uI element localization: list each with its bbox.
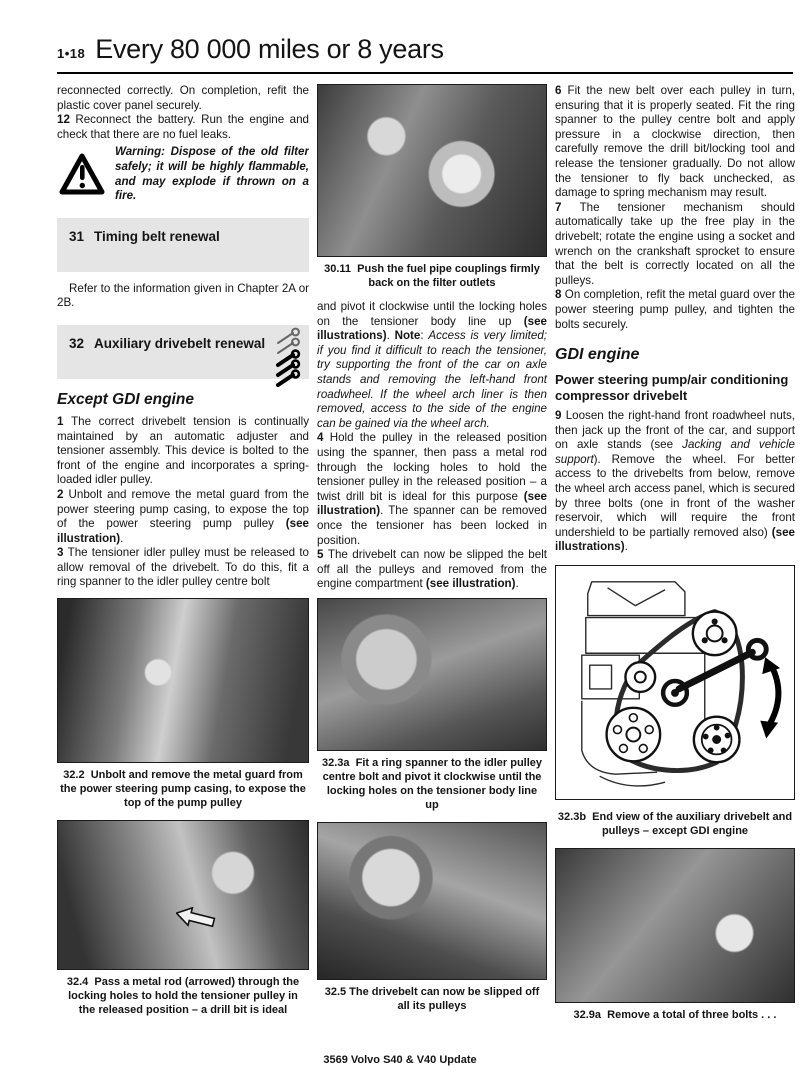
- caption-32-4: 32.4 Pass a metal rod (arrowed) through the locking holes to hold the tensioner pulley in the released position – a drill bit is ideal: [66, 976, 300, 1017]
- paragraph-refer-chapter: Refer to the information given in Chapter 2A or 2B.: [57, 281, 309, 310]
- paragraph-step-9: 9 Loosen the right-hand front roadwheel nuts, then jack up the front of the car, and support on axle stands (see Jacking and vehicle support). Remove the wheel. For better access to the drivebelts from below, remove the wheel arch access panel, which is secured by three bolts (one in front of the washer reservoir, which will require the front undershield to be partially removed also) (see illustrations).: [555, 409, 796, 554]
- section-31-title: Timing belt renewal: [94, 228, 220, 244]
- section-31-box: [57, 218, 309, 272]
- heading-gdi-engine: GDI engine: [555, 346, 640, 364]
- paragraph-step-12: 12 Reconnect the battery. Run the engine and check that there are no fuel leaks.: [57, 113, 309, 141]
- page-number: 1•18: [57, 46, 86, 61]
- paragraph-step-8: 8 On completion, refit the metal guard over the power steering pump pulley, and tighten the bolts securely.: [555, 288, 796, 331]
- photo-30-11-fuel-filter: [317, 84, 547, 257]
- paragraph-step-4: 4 Hold the pulley in the released position using the spanner, then pass a metal rod through the locking holes to hold the tensioner pulley in the released position – a twist drill bit is ideal for this purpose (see illustration). The spanner can be removed once the tensioner has been locked in position.: [317, 431, 548, 547]
- paragraph-step-2: 2 Unbolt and remove the metal guard from the power steering pump casing, to expose the top of the power steering pump pulley (see illustration).: [57, 487, 309, 545]
- page-footer: [0, 1054, 800, 1066]
- content-columns: [0, 74, 800, 1032]
- difficulty-spanners-icon: [271, 327, 305, 387]
- arrow-annotation-icon: [176, 907, 216, 929]
- paragraph-step-1: 1 The correct drivebelt tension is continually maintained by an automatic adjuster and tensioner assembly. This device is bolted to the front of the engine and incorporates a spring-loaded idler pulley.: [57, 414, 309, 487]
- caption-32-3b: 32.3b End view of the auxiliary drivebelt and pulleys – except GDI engine: [557, 811, 793, 838]
- middle-column: [317, 84, 547, 1032]
- illustration-32-3b-drivebelt-diagram: [555, 565, 795, 800]
- paragraph-step-3: 3 The tensioner idler pulley must be released to allow removal of the drivebelt. To do this, fit a ring spanner to the idler pulley centre bolt: [57, 546, 309, 589]
- caption-32-5: 32.5 The drivebelt can now be slipped off all its pulleys: [324, 985, 540, 1012]
- caption-32-3a: 32.3a Fit a ring spanner to the idler pulley centre bolt and pivot it clockwise until the locking holes on the tensioner body line up: [321, 756, 543, 811]
- right-column: [555, 84, 795, 1032]
- paragraph-refit-cover: reconnected correctly. On completion, refit the plastic cover panel securely.: [57, 84, 309, 112]
- photo-32-4-metal-rod: [57, 820, 309, 970]
- rotation-arrow: [760, 657, 780, 738]
- section-31-number: 31: [69, 228, 85, 244]
- section-32-number: 32: [69, 335, 85, 351]
- caption-32-2: 32.2 Unbolt and remove the metal guard from the power steering pump casing, to expose the top of the pump pulley: [60, 769, 306, 810]
- section-32-box: [57, 325, 309, 379]
- warning-text: Warning: Dispose of the old filter safely; it will be highly flammable, and may explode if thrown on a fire.: [115, 145, 309, 203]
- left-column: [57, 84, 309, 1032]
- page-header: [0, 0, 800, 74]
- warning-box: [57, 145, 309, 203]
- photo-32-9a-remove-bolts: [555, 848, 795, 1003]
- photo-32-5-drivebelt-removal: [317, 822, 547, 980]
- page-title: Every 80 000 miles or 8 years: [95, 34, 444, 64]
- heading-ps-compressor-drivebelt: Power steering pump/air conditioning compressor drivebelt: [555, 372, 789, 403]
- paragraph-step-7: 7 The tensioner mechanism should automatically take up the free play in the drivebelt; rotate the engine using a socket and wrench on the crankshaft sprocket to ensure that the belt is correctly located on all the pulleys.: [555, 200, 795, 287]
- photo-32-3a-ring-spanner: [317, 598, 547, 751]
- caption-32-9a: 32.9a Remove a total of three bolts . . .: [573, 1009, 777, 1022]
- paragraph-step-5: 5 The drivebelt can now be slipped the belt off all the pulleys and removed from the engine compartment (see illustration).: [317, 548, 547, 591]
- warning-triangle-icon: [59, 153, 105, 195]
- paragraph-step-3-continued: and pivot it clockwise until the locking holes on the tensioner body line up (see illustrations). Note: Access is very limited; if you find it difficult to reach the tensioner, try supporting the front of the car on axle stands and removing the left-hand front roadwheel. If the wheel arch liner is then removed, access to the side of the engine can be gained via the wheel arch.: [317, 300, 548, 430]
- caption-30-11: 30.11 Push the fuel pipe couplings firmly back on the filter outlets: [324, 263, 540, 289]
- heading-except-gdi: Except GDI engine: [57, 390, 194, 408]
- paragraph-step-6: 6 Fit the new belt over each pulley in turn, ensuring that it is properly seated. Fit the ring spanner to the pulley centre bolt and apply pressure in a clockwise direction, then carefully remove the drill bit/locking tool and release the tensioner gradually. Do not allow the tensioner to fly back unchecked, as damage to spring mechanism may result.: [555, 84, 796, 200]
- footer-text: 3569 Volvo S40 & V40 Update: [323, 1054, 477, 1066]
- section-32-title: Auxiliary drivebelt renewal: [94, 335, 266, 351]
- photo-32-2-engine-bay: [57, 598, 309, 763]
